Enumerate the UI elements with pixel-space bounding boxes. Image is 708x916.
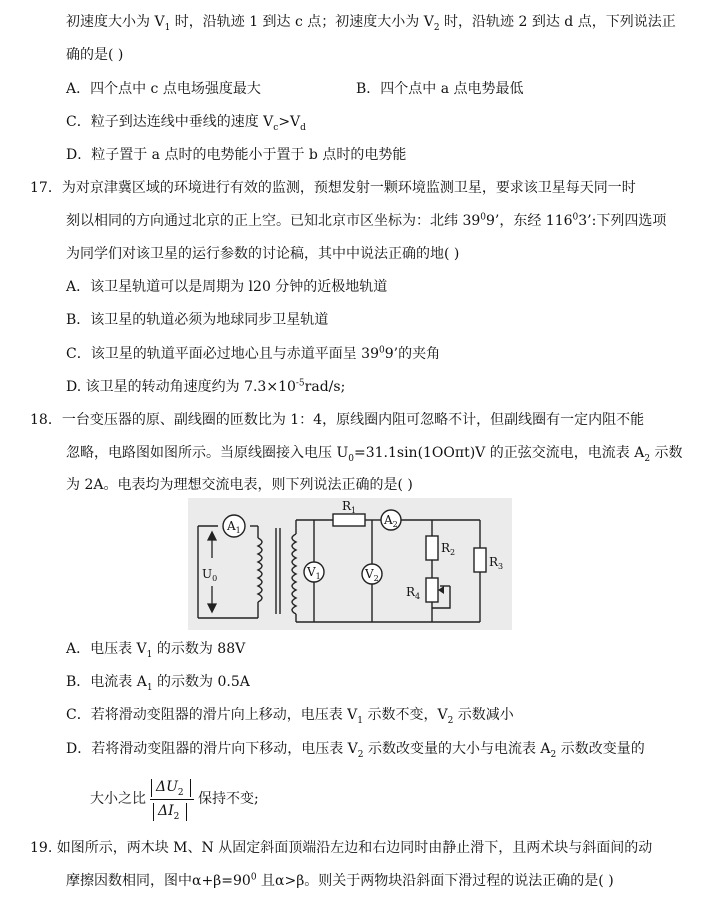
label-u0: $U_0$: [202, 567, 218, 583]
circuit-svg: [188, 498, 512, 630]
q17-option-a: A．该卫星轨道可以是周期为 l20 分钟的近极地轨道: [66, 279, 388, 295]
label-v1: $V_1$: [307, 565, 321, 581]
q16-option-a: A．四个点中 c 点电场强度最大: [66, 81, 261, 97]
q16-option-b: B．四个点中 a 点电势最低: [356, 81, 524, 97]
label-r2: $R_2$: [441, 541, 456, 557]
q17-option-c: C．该卫星的轨道平面必过地心且与赤道平面呈 $39^09$’的夹角: [66, 345, 441, 362]
q18-option-a: A．电压表 $V_1$ 的示数为 88V: [66, 641, 246, 660]
delta-ratio-fraction: $\Delta U_2$ $\Delta I_2$: [150, 777, 194, 823]
resistor-r1: [333, 514, 365, 526]
q17-stem-line2: 刻以相同的方向通过北京的正上空。已知北京市区坐标为：北纬 $39^09$’，东经 $116^03$’:下列四选项: [66, 212, 667, 229]
q18-stem-line2: 忽略，电路图如图所示。当原线圈接入电压 $U_0=31.1\sin(1OO\pi t)V$ 的正弦交流电，电流表 $A_2$ 示数: [66, 445, 683, 464]
q16-option-d: D．粒子置于 a 点时的电势能小于置于 b 点时的电势能: [66, 147, 407, 163]
label-r3: $R_3$: [489, 555, 504, 571]
q17-option-d: D. 该卫星的转动角速度约为 $7.3\times 10^{-5}rad/s$;: [66, 378, 346, 395]
q18-option-b: B．电流表 $A_1$ 的示数为 0.5A: [66, 674, 250, 693]
q18-option-d-cont-prefix: 大小之比: [90, 791, 146, 807]
q16-stem-line2: 确的是( ): [66, 47, 124, 63]
q19-stem-line2: 摩擦因数相同，图中$\alpha+\beta=90^0$ 且α>β。则关于两物块沿斜面下滑过程的说法正确的是( ): [66, 872, 614, 889]
rheostat-r4: [426, 578, 438, 602]
q18-option-d: D．若将滑动变阻器的滑片向下移动，电压表 $V_2$ 示数改变量的大小与电流表 $A_2$ 示数改变量的: [66, 741, 645, 760]
q18-stem-line3: 为 2A。电表均为理想交流电表，则下列说法正确的是( ): [66, 477, 413, 493]
q18-stem-line1: 18．一台变压器的原、副线圈的匝数比为 1：4，原线圈内阻可忽略不计，但副线圈有一定内阻不能: [30, 412, 645, 428]
q17-stem-line3: 为同学们对该卫星的运行参数的讨论稿，其中中说法正确的地( ): [66, 246, 460, 262]
q19-stem-line1: 19. 如图所示，两木块 M、N 从固定斜面顶端沿左边和右边同时由静止滑下，且两术块与斜面间的动: [30, 840, 653, 856]
label-v2: $V_2$: [365, 567, 379, 583]
label-a2: $A_2$: [384, 513, 398, 529]
label-a1: $A_1$: [227, 519, 241, 535]
resistor-r2: [426, 536, 438, 560]
q18-option-c: C．若将滑动变阻器的滑片向上移动，电压表 $V_1$ 示数不变，$V_2$ 示数减小: [66, 707, 514, 726]
label-r4: $R_4$: [406, 585, 421, 601]
resistor-r3: [474, 548, 486, 572]
q18-option-d-cont-suffix: 保持不变;: [198, 791, 259, 807]
q17-stem-line1: 17．为对京津冀区域的环境进行有效的监测，预想发射一颗环境监测卫星，要求该卫星每天同一时: [30, 180, 636, 196]
label-r1: $R_1$: [342, 499, 357, 515]
q16-stem-line1: 初速度大小为 $V_1$ 时，沿轨迹 1 到达 c 点；初速度大小为 $V_2$ 时，沿轨迹 2 到达 d 点，下列说法正: [66, 14, 676, 33]
q17-option-b: B．该卫星的轨道必须为地球同步卫星轨道: [66, 312, 329, 328]
circuit-diagram: [188, 498, 512, 630]
q16-option-c: C．粒子到达连线中垂线的速度 $V_c>V_d$: [66, 114, 306, 133]
